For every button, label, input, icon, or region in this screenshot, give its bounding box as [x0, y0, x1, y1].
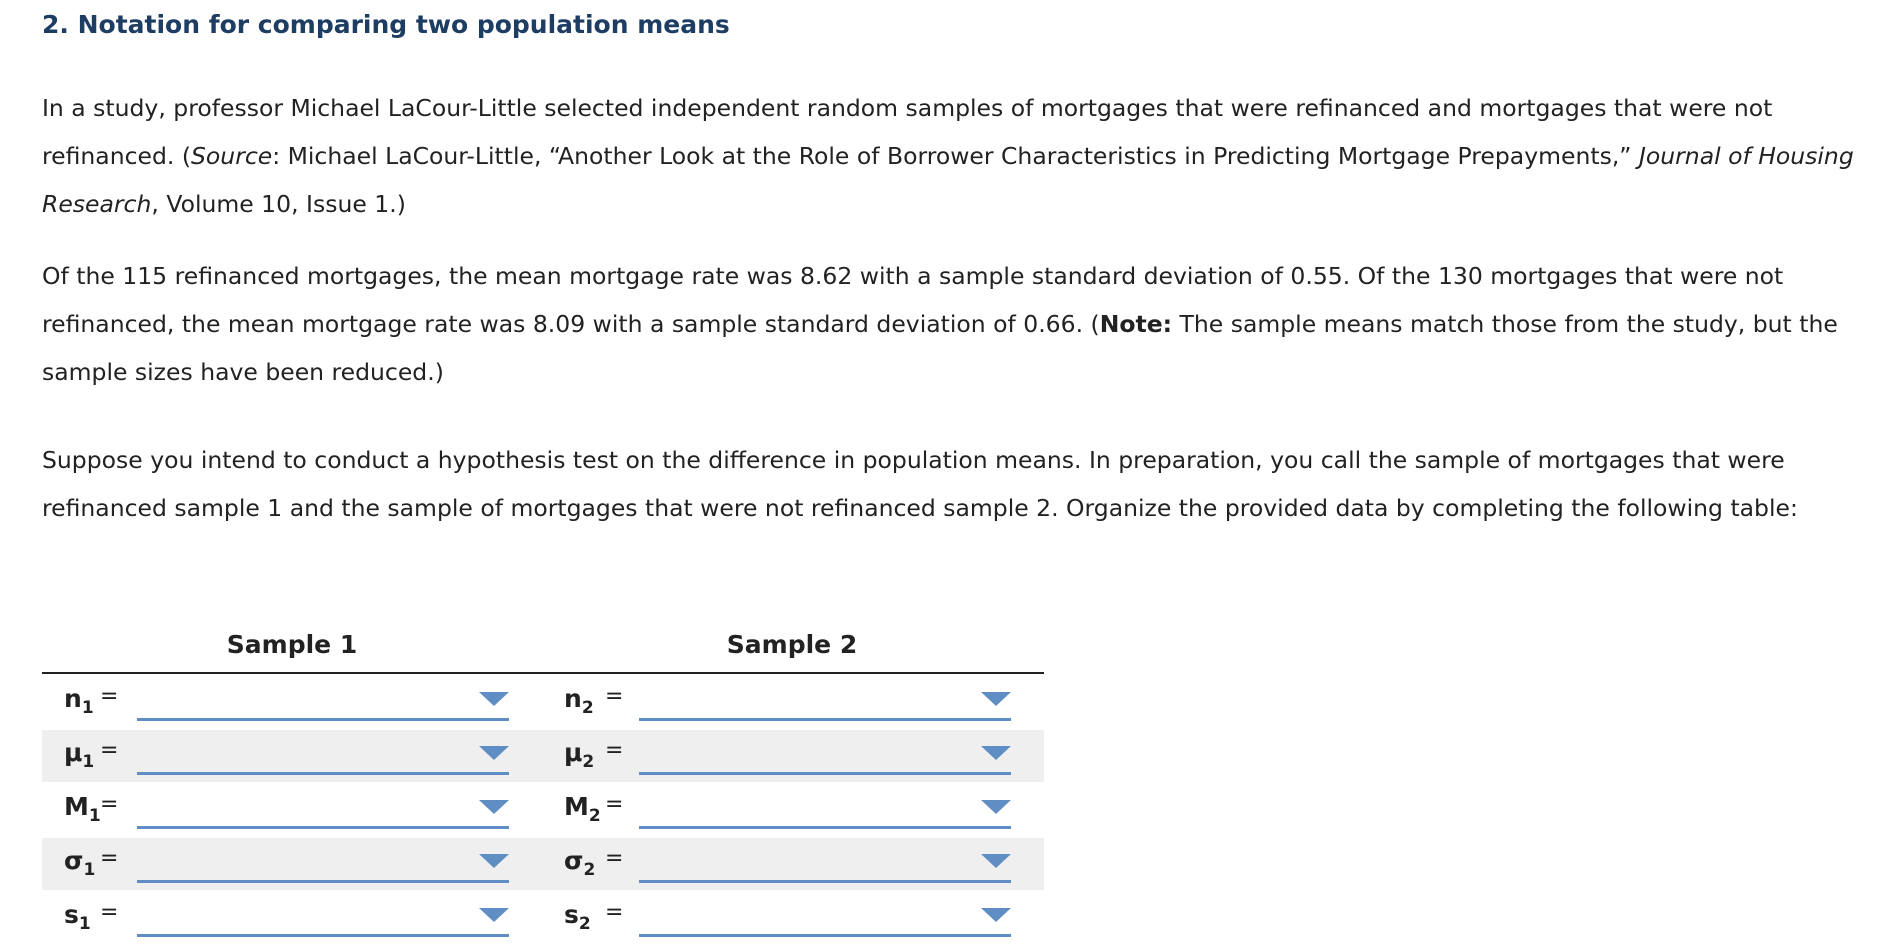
- table-row-sigma: [42, 838, 1044, 890]
- symbol-letter: σ: [564, 846, 584, 875]
- symbol-sigma1: [64, 846, 95, 880]
- symbol-letter: n: [564, 684, 582, 713]
- text: In a study, professor Michael LaCour-Little selected independent random samples of mortgages that were refinanced and mortgages that were not refinanced. (: [42, 94, 1773, 170]
- text: The sample means match those from the study, but the sample sizes have been reduced.): [42, 310, 1838, 386]
- symbol-letter: M: [564, 792, 589, 821]
- text: Of the 115 refinanced mortgages, the mean mortgage rate was 8.62 with a sample standard deviation of 0.55. Of the 130 mortgages that were not refinanced, the mean mortgage rate was 8.09 with a sample standard deviation of 0.66. (: [42, 262, 1784, 338]
- chevron-down-icon[interactable]: [479, 692, 509, 706]
- sigma1-dropdown[interactable]: [137, 844, 509, 883]
- symbol-letter: σ: [64, 846, 84, 875]
- symbol-subscript: 1: [82, 752, 95, 772]
- symbol-letter: μ: [564, 738, 583, 767]
- equals-sign: =: [605, 738, 624, 763]
- symbol-s1: [64, 900, 91, 934]
- equals-sign: =: [100, 738, 119, 763]
- chevron-down-icon[interactable]: [479, 746, 509, 760]
- chevron-down-icon[interactable]: [981, 800, 1011, 814]
- equals-sign: =: [605, 684, 624, 709]
- sample-2-header: Sample 2: [726, 630, 858, 659]
- source-label: Source: [191, 142, 273, 170]
- symbol-subscript: 2: [581, 698, 594, 718]
- equals-sign: =: [605, 900, 624, 925]
- chevron-down-icon[interactable]: [981, 908, 1011, 922]
- symbol-mu1: [64, 738, 94, 772]
- symbol-n1: [64, 684, 94, 718]
- mu2-dropdown[interactable]: [639, 736, 1011, 775]
- header-divider: [42, 672, 1044, 674]
- symbol-letter: s: [564, 900, 579, 929]
- mu1-dropdown[interactable]: [137, 736, 509, 775]
- symbol-s2: [564, 900, 591, 934]
- table-row-mu: [42, 730, 1044, 782]
- journal-name: Journal of Housing Research: [42, 142, 1854, 218]
- symbol-letter: n: [64, 684, 82, 713]
- chevron-down-icon[interactable]: [479, 800, 509, 814]
- text: : Michael LaCour-Little, “Another Look at the Role of Borrower Characteristics in Predicting Mortgage Prepayments,”: [272, 142, 1639, 170]
- chevron-down-icon[interactable]: [981, 746, 1011, 760]
- s2-dropdown[interactable]: [639, 898, 1011, 937]
- symbol-sigma2: [564, 846, 595, 880]
- table-row-s: [42, 892, 1044, 944]
- equals-sign: =: [100, 846, 119, 871]
- chevron-down-icon[interactable]: [479, 854, 509, 868]
- symbol-subscript: 1: [78, 914, 91, 934]
- sample-1-header: Sample 1: [226, 630, 358, 659]
- data-description: [42, 252, 1857, 396]
- symbol-subscript: 2: [588, 806, 601, 826]
- m1-dropdown[interactable]: [137, 790, 509, 829]
- equals-sign: =: [605, 846, 624, 871]
- n1-dropdown[interactable]: [137, 682, 509, 721]
- symbol-letter: M: [64, 792, 89, 821]
- equals-sign: =: [100, 684, 119, 709]
- symbol-m1: [64, 792, 101, 826]
- symbol-subscript: 2: [578, 914, 591, 934]
- study-description: [42, 84, 1857, 228]
- symbol-m2: [564, 792, 601, 826]
- symbol-subscript: 2: [583, 860, 596, 880]
- note-label: Note:: [1099, 310, 1173, 338]
- equals-sign: =: [100, 900, 119, 925]
- page-title: 2. Notation for comparing two population means: [42, 10, 730, 39]
- chevron-down-icon[interactable]: [479, 908, 509, 922]
- s1-dropdown[interactable]: [137, 898, 509, 937]
- text: , Volume 10, Issue 1.): [151, 190, 406, 218]
- chevron-down-icon[interactable]: [981, 854, 1011, 868]
- symbol-mu2: [564, 738, 594, 772]
- symbol-subscript: 2: [582, 752, 595, 772]
- symbol-letter: μ: [64, 738, 83, 767]
- symbol-subscript: 1: [81, 698, 94, 718]
- instructions: Suppose you intend to conduct a hypothesis test on the difference in population means. In preparation, you call the sample of mortgages that were refinanced sample 1 and the sample of mortgages that were not refinanced sample 2. Organize the provided data by completing the following table:: [42, 446, 1798, 522]
- symbol-n2: [564, 684, 594, 718]
- table-row-m: [42, 784, 1044, 836]
- symbol-subscript: 1: [83, 860, 96, 880]
- symbol-subscript: 1: [88, 806, 101, 826]
- equals-sign: =: [100, 792, 119, 817]
- symbol-letter: s: [64, 900, 79, 929]
- sigma2-dropdown[interactable]: [639, 844, 1011, 883]
- table-row-n: [42, 676, 1044, 728]
- m2-dropdown[interactable]: [639, 790, 1011, 829]
- n2-dropdown[interactable]: [639, 682, 1011, 721]
- equals-sign: =: [605, 792, 624, 817]
- chevron-down-icon[interactable]: [981, 692, 1011, 706]
